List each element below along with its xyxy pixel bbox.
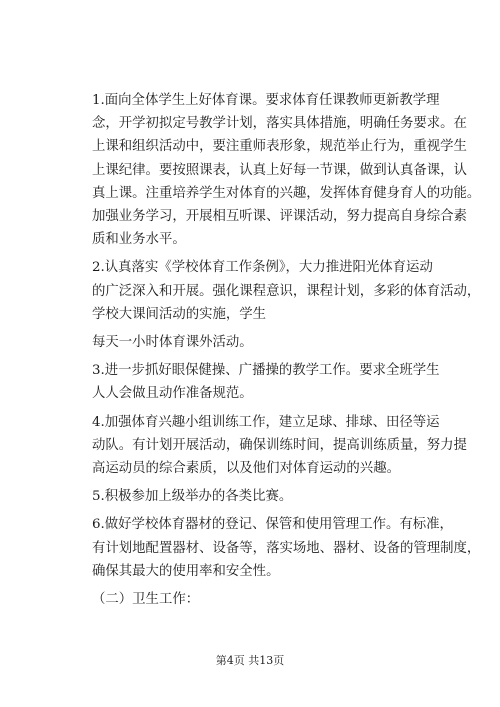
- text-line: 6.做好学校体育器材的登记、保管和使用管理工作。有标准，: [92, 517, 453, 533]
- text-line: 每天一小时体育课外活动。: [92, 335, 253, 351]
- text-line: 高运动员的综合素质，以及他们对体育运动的兴趣。: [92, 461, 400, 477]
- text-line: （二）卫生工作：: [92, 592, 200, 608]
- page-footer: 第4页 共13页: [215, 654, 285, 667]
- paragraph-5: [92, 411, 467, 481]
- text-line: 质和业务水平。: [92, 232, 186, 248]
- text-line: 2.认真落实《学校体育工作条例》，大力推进阳光体育运动: [92, 260, 433, 276]
- paragraph-3: [92, 331, 412, 354]
- text-line: 上课和组织活动中，要注重师表形象，规范举止行为，重视学生: [92, 139, 467, 155]
- text-line: 念，开学初拟定号教学计划，落实具体措施，明确任务要求。在: [92, 116, 467, 132]
- text-line: 的广泛深入和开展。强化课程意识，课程计划，多彩的体育活动，: [92, 283, 481, 299]
- paragraph-2: [92, 256, 481, 326]
- text-line: 1.面向全体学生上好体育课。要求体育任课教师更新教学理: [92, 93, 440, 108]
- text-line: 人人会做且动作准备规范。: [92, 386, 253, 402]
- document-body: [92, 89, 481, 616]
- paragraph-1: [92, 89, 481, 251]
- text-line: 5.积极参加上级举办的各类比赛。: [92, 489, 293, 505]
- paragraph-4: [92, 359, 440, 405]
- text-line: 3.进一步抓好眼保健操、广播操的教学工作。要求全班学生: [92, 363, 440, 379]
- text-line: 有计划地配置器材、设备等，落实场地、器材、设备的管理制度，: [92, 540, 481, 556]
- text-line: 上课纪律。要按照课表，认真上好每一节课，做到认真备课，认: [92, 162, 467, 178]
- text-line: 真上课。注重培养学生对体育的兴趣，发挥体育健身育人的功能。: [92, 185, 481, 201]
- text-line: 加强业务学习，开展相互听课、评课活动，努力提高自身综合素: [92, 209, 467, 225]
- paragraph-7: [92, 513, 481, 583]
- text-line: 学校大课间活动的实施，学生: [92, 306, 267, 322]
- text-line: 确保其最大的使用率和安全性。: [92, 563, 280, 579]
- text-line: 4.加强体育兴趣小组训练工作，建立足球、排球、田径等运: [92, 414, 440, 430]
- text-line: 动队。有计划开展活动，确保训练时间，提高训练质量，努力提: [92, 437, 467, 453]
- section-heading: [92, 588, 412, 611]
- paragraph-6: [92, 485, 412, 508]
